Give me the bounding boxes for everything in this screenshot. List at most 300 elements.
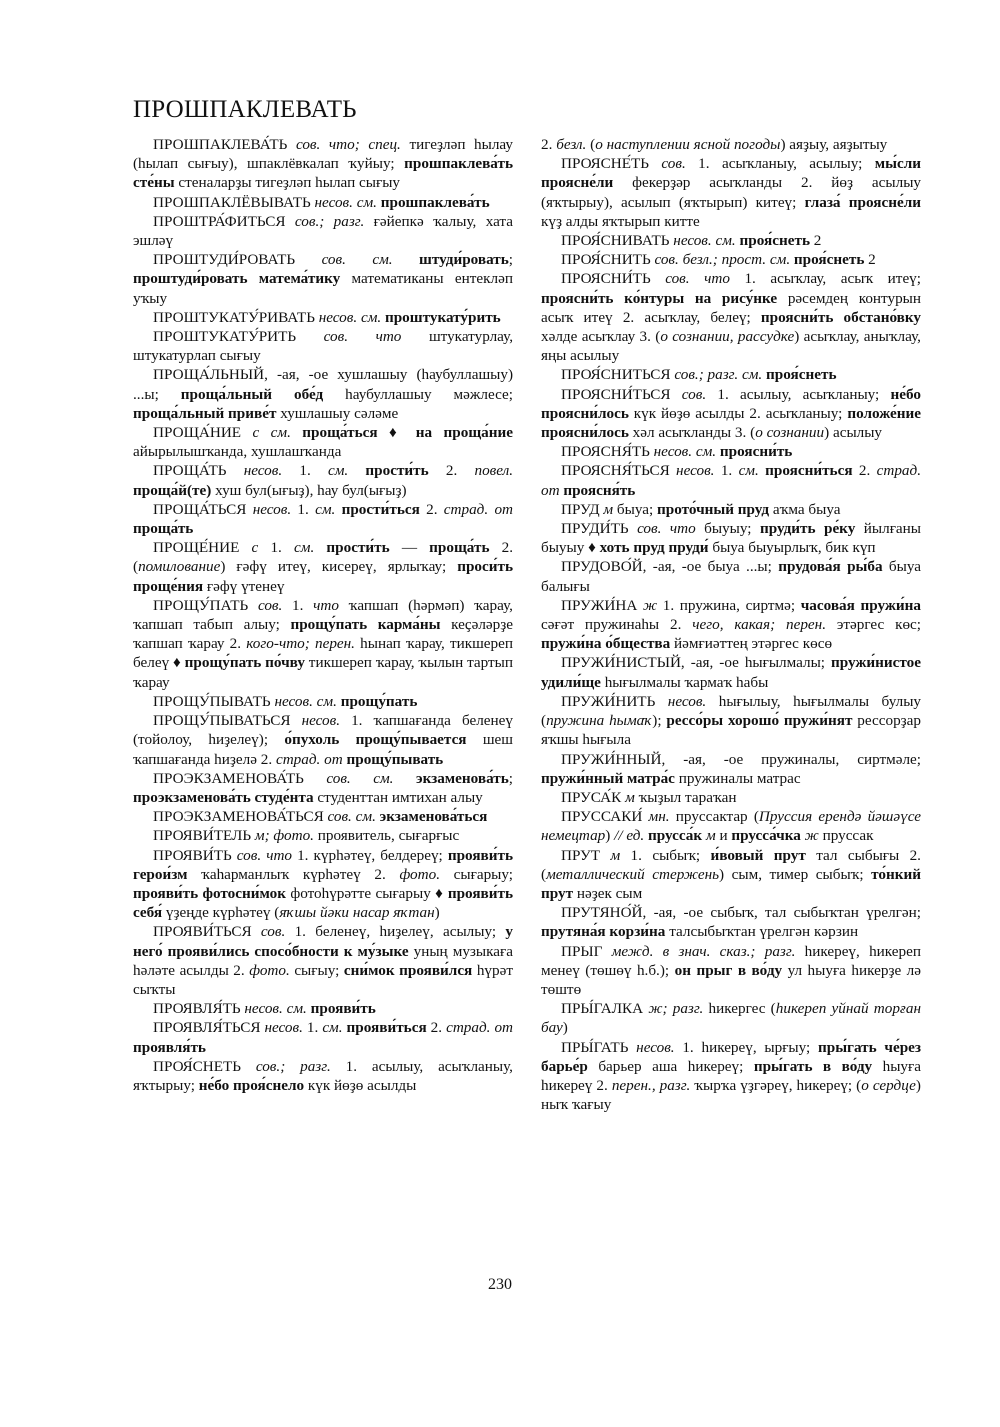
grammar-label: м <box>600 846 621 864</box>
headword: ПРОШТУДИ́РОВАТЬ <box>153 251 296 269</box>
dictionary-entry <box>133 807 513 826</box>
example-phrase: экзаменова́ть <box>393 769 509 787</box>
dictionary-entry <box>541 1038 921 1115</box>
dictionary-entry <box>541 596 921 654</box>
example-phrase: прошпаклева́ть <box>376 193 490 211</box>
example-phrase: прощу́пать <box>336 692 418 710</box>
translation-text: 2. <box>419 500 444 518</box>
translation-text: ҡаһарманлыҡ күрһәтеү 2. <box>187 865 400 883</box>
headword: ПРОЯВИ́ТЬСЯ <box>153 923 252 941</box>
example-phrase: проясни́ть ко́нтуры на рису́нке <box>541 289 778 307</box>
dictionary-entry <box>133 327 513 365</box>
headword: ПРУЖИ́ННЫЙ <box>561 750 662 768</box>
headword: ПРОЩА́ЛЬНЫЙ <box>153 366 265 384</box>
translation-text: , -ая, -ое пружиналы, сиртмәле; <box>661 750 921 768</box>
grammar-label: сов. см. <box>303 769 394 787</box>
grammar-label: сов. что <box>296 328 402 346</box>
dictionary-entry <box>133 692 513 711</box>
headword: ПРОЩА́НИЕ <box>153 424 242 442</box>
dictionary-entry <box>541 692 921 750</box>
translation-text: аҡма быуа <box>769 500 841 518</box>
grammar-label: сов. <box>248 596 283 614</box>
headword: ПРУСА́К <box>561 788 622 806</box>
translation-text: һынап ҡарау, тикшереп белеү ♦ <box>133 635 514 672</box>
dictionary-entry <box>541 999 921 1037</box>
translation-text: фотоһүрәтте сығарыу ♦ <box>286 884 448 902</box>
example-phrase: прошпаклева́ть сте́ны <box>133 155 513 192</box>
dictionary-entry <box>541 653 921 691</box>
example-phrase: положе́ние проясни́лось <box>541 404 921 442</box>
translation-text: тал сыбығы 2. ( <box>541 846 921 883</box>
example-phrase: прости́ть <box>314 539 390 557</box>
translation-text: үҙеңде күрһәтеү ( <box>162 904 280 922</box>
headword: ПРОЩУ́ПЫВАТЬСЯ <box>153 712 291 730</box>
grammar-label: несов. <box>655 692 707 710</box>
dictionary-entry <box>133 500 513 538</box>
dictionary-entry <box>541 903 921 941</box>
headword: ПРОШТУКАТУ́РИТЬ <box>153 328 297 346</box>
translation-text: 1. асыҡланыу, асылыу; <box>685 155 875 173</box>
translation-text: һығылмалы ҡармаҡ һабы <box>600 673 769 691</box>
example-phrase: проя́снеть <box>790 251 865 269</box>
dictionary-entry <box>541 750 921 788</box>
dictionary-entry <box>541 154 921 231</box>
dictionary-entry <box>133 596 513 692</box>
headword: ПРУТ <box>561 846 601 864</box>
grammar-label: см. <box>294 539 315 557</box>
example-phrase: прояви́ть себя́ <box>133 884 513 922</box>
page-number: 230 <box>488 1276 512 1293</box>
example-phrase: проявля́ть <box>133 1038 206 1056</box>
translation-text: — <box>389 539 430 557</box>
example-phrase: проясни́ться <box>758 462 853 480</box>
translation-text: 2. <box>428 462 475 480</box>
translation-text: һүрәт сыҡты <box>133 961 513 998</box>
headword: ПРОЩУ́ПЫВАТЬ <box>153 692 271 710</box>
dictionary-entry <box>541 231 921 250</box>
grammar-label: несов. см. <box>314 308 382 326</box>
headword: ПРУТЯНО́Й <box>561 904 643 922</box>
grammar-label: страд. от <box>446 1019 514 1037</box>
grammar-label: м; фото. <box>251 827 314 845</box>
translation-text: ғәйепкә ҡалыу, хата эшләү <box>133 212 513 250</box>
headword: ПРЫГ <box>561 942 603 960</box>
right-column <box>541 135 921 1114</box>
grammar-label: межд. в знач. сказ.; разг. <box>602 942 796 960</box>
translation-text: хуш бул(ығыҙ), һау бул(ығыҙ) <box>211 481 407 499</box>
dictionary-entry <box>133 922 513 999</box>
translation-text: күк йөҙө асылды <box>304 1076 417 1094</box>
example-phrase: часова́я пружи́на <box>800 596 922 614</box>
left-column <box>133 135 513 1095</box>
grammar-label: несов. <box>628 1038 675 1056</box>
translation-text: ); <box>652 712 667 730</box>
translation-text: , -ая, -ое хушлашыу (һаубуллашыу) ...ы; <box>133 366 513 403</box>
translation-text: ) ныҡ ҡағыу <box>541 1076 921 1114</box>
grammar-label: яҡшы йәки насар яҡтан <box>279 904 435 922</box>
translation-text: күҙ алды яҡтырып китте <box>541 212 700 230</box>
dictionary-entry <box>541 461 921 499</box>
example-phrase: не́бо проясни́лось <box>541 385 921 422</box>
headword: ПРОЯВИ́ТЕЛЬ <box>153 827 252 845</box>
headword: ПРОЩЕ́НИЕ <box>153 539 240 557</box>
translation-text: , -ая, -ое сыбыҡ, тал сыбыҡтан үрелгән; <box>642 904 921 922</box>
grammar-label: пружина һымаҡ <box>546 712 653 730</box>
translation-text: ) асыҡлау, аныҡлау, яңы асылыу <box>541 328 921 365</box>
dictionary-entry <box>133 423 513 461</box>
headword: ПРОЯВЛЯ́ТЬСЯ <box>153 1019 261 1037</box>
grammar-label: ж <box>800 827 819 845</box>
example-phrase: прутяна́я корзи́на <box>541 923 666 941</box>
translation-text: 1. <box>302 1019 323 1037</box>
dictionary-entry <box>133 365 513 423</box>
example-phrase: у него́ прояви́лись спосо́бности к му́зыке <box>133 923 513 960</box>
headword: ПРОЯСНЯ́ТЬСЯ <box>561 462 670 480</box>
dictionary-entry <box>133 461 513 499</box>
dictionary-entry <box>133 1018 513 1056</box>
example-phrase: проси́ть проще́ния <box>133 558 513 595</box>
headword: ПРОЩА́ТЬ <box>153 462 227 480</box>
grammar-label: что <box>313 596 339 614</box>
dictionary-entry <box>133 999 513 1018</box>
translation-text: 1. сыбыҡ; <box>620 846 711 864</box>
translation-text: ; <box>508 251 513 269</box>
grammar-label: несов. см. <box>649 443 717 461</box>
grammar-label: сов. что <box>231 846 293 864</box>
grammar-label: несов. см. <box>270 692 337 710</box>
translation-text: шеш ҡапшағанда һиҙелә 2. <box>133 731 513 768</box>
grammar-label: см. <box>322 1019 343 1037</box>
translation-text: студенттан имтихан алыу <box>313 788 483 806</box>
example-phrase: проштукату́рить <box>381 308 501 326</box>
example-phrase: хоть пруд пруди́ <box>599 539 709 557</box>
example-phrase: рессо́ры хорошо́ пружи́нят <box>666 712 853 730</box>
translation-text: һикереү, һикереп менеү (төшөү һ.б.); <box>541 942 922 979</box>
example-phrase: глаза́ проясне́ли <box>804 193 921 211</box>
dictionary-entry <box>133 769 513 807</box>
example-phrase: проща́ться ♦ на проща́ние <box>290 424 513 442</box>
dictionary-entry <box>133 826 513 845</box>
translation-text: талсыбыҡтан үрелгән кәрзин <box>665 923 859 941</box>
grammar-label: безл. <box>556 136 587 153</box>
translation-text: ул һыуға һикерҙе лә төштө <box>541 961 921 998</box>
headword: ПРОШТРА́ФИТЬСЯ <box>153 212 286 230</box>
grammar-label: фото. <box>249 961 290 979</box>
translation-text: нәҙек сым <box>573 884 643 902</box>
translation-text: ) <box>434 904 440 922</box>
grammar-label: м <box>621 788 635 806</box>
translation-text: ) ғәфү итеү, кисереү, ярлыҡау; <box>220 558 458 576</box>
grammar-label: сов. что; спец. <box>287 136 401 153</box>
example-phrase: прояви́ть герои́зм <box>133 846 514 883</box>
dictionary-entry <box>541 807 921 845</box>
dictionary-entry <box>133 846 513 923</box>
grammar-label: несов. <box>669 462 715 480</box>
headword: ПРОЯСНЯ́ТЬ <box>561 443 650 461</box>
headword: ПРУЖИ́НИСТЫЙ <box>561 654 681 672</box>
example-phrase: прудова́я ры́ба <box>778 558 883 576</box>
grammar-label: повел. <box>474 462 514 480</box>
translation-text: проявитель, сығарғыс <box>313 827 460 845</box>
example-phrase: штуди́ровать <box>392 251 509 269</box>
example-phrase: прусса́к <box>644 827 703 845</box>
grammar-label: сов.; разг. <box>285 212 365 230</box>
headword: ПРОЯВИ́ТЬ <box>153 846 232 864</box>
translation-text: ; <box>508 769 513 787</box>
grammar-label: сов. <box>670 385 707 403</box>
headword: ПРУЖИ́НА <box>561 596 638 614</box>
translation-text: стеналарҙы тигеҙләп һылап сығыу <box>174 174 400 192</box>
dictionary-entry <box>541 519 921 557</box>
example-phrase: прояви́ться <box>342 1019 427 1037</box>
headword: ПРОШПАКЛЕВА́ТЬ <box>153 136 288 153</box>
translation-text: штукатурлау, штукатурлап сығыу <box>133 328 514 365</box>
translation-text: уның музыкаға һәләте асылды 2. <box>133 942 513 979</box>
example-phrase: прусса́чка <box>731 827 801 845</box>
dictionary-entry <box>541 500 921 519</box>
translation-text: , -ая, -ое быуа ...ы; <box>642 558 779 576</box>
translation-text: ) <box>605 827 615 845</box>
example-phrase: сни́мок прояви́лся <box>343 961 473 979</box>
headword: ПРОЯСНИ́ТЬ <box>561 270 651 288</box>
grammar-label: сов. что <box>650 270 730 288</box>
headword: ПРУДИ́ТЬ <box>561 520 629 538</box>
headword: ПРОЯСНИ́ТЬСЯ <box>561 385 671 403</box>
headword: ПРОЭКЗАМЕНОВА́ТЬ <box>153 769 304 787</box>
translation-text: сәғәт пружинаһы 2. <box>541 616 693 634</box>
grammar-label: сов.; разг. см. <box>670 366 763 384</box>
example-phrase: проя́снеть <box>762 366 837 384</box>
translation-text: ҡырҡа үҙгәреү, һикереү; ( <box>690 1076 862 1094</box>
dictionary-entry <box>133 711 513 769</box>
example-phrase: проща́ть <box>429 539 490 557</box>
grammar-label: помилование <box>138 558 221 576</box>
translation-text: 1. <box>282 462 328 480</box>
grammar-label: ж; разг. <box>643 1000 704 1018</box>
translation-text: 2 <box>809 232 822 250</box>
example-phrase: проща́льный приве́т <box>133 404 277 422</box>
translation-text: 1. пружина, сиртмә; <box>657 596 801 614</box>
grammar-label: с <box>239 539 259 557</box>
dictionary-entry <box>133 538 513 596</box>
example-phrase: прото́чный пруд <box>657 500 770 518</box>
translation-text: тигеҙләп һылау (һылап сығыу), шпаклёвкалап ҡуйыу; <box>133 136 513 173</box>
translation-text: күк йөҙө асылды 2. асыҡланыу; <box>628 404 848 422</box>
translation-text: йылғаны быуыу ♦ <box>541 520 921 557</box>
dictionary-entry <box>541 365 921 384</box>
headword: ПРОЭКЗАМЕНОВА́ТЬСЯ <box>153 808 324 826</box>
example-phrase: пружи́нный матра́с <box>541 769 675 787</box>
grammar-label: несов. <box>260 1019 303 1037</box>
example-phrase: прости́ть <box>348 462 429 480</box>
running-head: ПРОШПАКЛЕВАТЬ <box>133 96 357 123</box>
dictionary-entry <box>541 385 921 443</box>
example-phrase: прощу́пать по́чву <box>184 654 305 672</box>
translation-text: хәл асыҡланды 3. ( <box>628 424 756 442</box>
translation-text: һығылыу, һығылмалы булыу ( <box>541 692 922 730</box>
example-phrase: проясни́ть обстано́вку <box>760 308 922 326</box>
headword: ПРОЯ́СНИТЬСЯ <box>561 366 671 384</box>
example-phrase: проштуди́ровать матема́тику <box>133 270 341 288</box>
grammar-label: сов. см. <box>323 808 376 826</box>
example-phrase: пруди́ть ре́ку <box>759 520 856 538</box>
example-phrase: прощу́пывать <box>342 750 444 768</box>
grammar-label: несов. <box>246 500 292 518</box>
grammar-label: Пруссия ерендә йәшәүсе немецтар <box>541 808 922 845</box>
translation-text: 1. <box>714 462 739 480</box>
example-phrase: мы́сли проясне́ли <box>541 155 921 192</box>
translation-text: 1. <box>258 539 295 557</box>
translation-text: 1. <box>291 500 316 518</box>
example-phrase: проясня́ть <box>559 481 636 499</box>
translation-text: 1. асыҡлау, асыҡ итеү; <box>729 270 921 288</box>
translation-text: тикшереп ҡарау, ҡылын тартып ҡарау <box>133 654 514 691</box>
example-phrase: не́бо проя́снело <box>198 1076 305 1094</box>
dictionary-entry <box>541 557 921 595</box>
translation-text: пруссак <box>818 827 874 845</box>
grammar-label: сов. <box>251 923 286 941</box>
headword: ПРЫ́ГАЛКА <box>561 1000 644 1018</box>
example-phrase: то́нкий прут <box>541 865 921 902</box>
dictionary-entry <box>133 308 513 327</box>
translation-text: барьер аша һикереү; <box>587 1057 754 1075</box>
translation-text: быуа балығы <box>541 558 921 595</box>
example-phrase: прояви́ть фотосни́мок <box>133 884 286 902</box>
grammar-label: страд. от <box>275 750 343 768</box>
translation-text: этәргес көс; <box>826 616 922 634</box>
example-phrase: он прыг в во́ду <box>674 961 783 979</box>
headword: ПРОЯ́СНИВАТЬ <box>561 232 670 250</box>
example-phrase: проща́ть <box>133 520 194 538</box>
example-phrase: экзаменова́ться <box>375 808 488 826</box>
translation-text: ) аяҙыу, аяҙытыу <box>780 136 888 153</box>
headword: ПРОЯСНЕ́ТЬ <box>561 155 649 173</box>
grammar-label: см. <box>738 462 759 480</box>
dictionary-entry <box>541 846 921 904</box>
translation-text: ) асылыу <box>824 424 883 442</box>
translation-text: сығыу; <box>289 961 344 979</box>
translation-text: пруссактар ( <box>669 808 759 826</box>
translation-text: ) <box>562 1019 568 1037</box>
dictionary-entry <box>133 212 513 250</box>
grammar-label: о наступлении ясной погоды <box>595 136 781 153</box>
grammar-label: сов. что <box>628 520 696 538</box>
example-phrase: проя́снеть <box>735 232 810 250</box>
example-phrase: проща́льный обе́д <box>180 385 324 403</box>
example-phrase: пры́гать в во́ду <box>753 1057 873 1075</box>
translation-text: фекерҙәр асыҡланды 2. йөҙ асылыу (яҡтырыу), асылып (яҡтырып) китеү; <box>541 174 921 211</box>
grammar-label: несов. <box>226 462 283 480</box>
translation-text: айырылышҡанда, хушлашҡанда <box>133 443 342 461</box>
grammar-label: металлический стержень <box>546 865 720 883</box>
grammar-label: несов. см. <box>669 232 736 250</box>
example-phrase: пры́гать че́рез барье́р <box>541 1038 921 1075</box>
headword: ПРОЩУ́ПАТЬ <box>153 596 249 614</box>
translation-text: 2 <box>864 251 876 269</box>
headword: ПРОЩА́ТЬСЯ <box>153 500 247 518</box>
headword: ПРЫ́ГАТЬ <box>561 1038 629 1056</box>
example-phrase: прояви́ть <box>306 1000 376 1018</box>
example-phrase: и́вовый прут <box>710 846 806 864</box>
example-phrase: проясни́ть <box>716 443 793 461</box>
translation-text: хәлде асыҡлау 3. ( <box>541 328 661 346</box>
headword: ПРУССАКИ́ <box>561 808 643 826</box>
grammar-label: перен., разг. <box>611 1076 691 1094</box>
grammar-label: см. <box>315 500 336 518</box>
headword: ПРОШТУКАТУ́РИВАТЬ <box>153 308 315 326</box>
translation-text: быуа; <box>613 500 658 518</box>
grammar-label: // ед. <box>614 827 645 845</box>
headword: ПРОЯВЛЯ́ТЬ <box>153 1000 241 1018</box>
grammar-label: о сознании, рассудке <box>660 328 795 346</box>
grammar-label: мн. <box>642 808 670 826</box>
translation-text: 1. күрһәтеү, белдереү; <box>292 846 448 864</box>
dictionary-entry <box>541 269 921 365</box>
headword: ПРОШПАКЛЁВЫВАТЬ <box>153 193 311 211</box>
grammar-label: ж <box>637 596 658 614</box>
translation-text: һикергес ( <box>703 1000 776 1018</box>
dictionary-entry <box>133 1057 513 1095</box>
grammar-label: сов. <box>648 155 686 173</box>
translation-text: 2. <box>541 136 557 153</box>
grammar-label: һикереп уйнай торған бау <box>541 1000 921 1037</box>
grammar-label: сов. безл.; прост. см. <box>650 251 791 269</box>
translation-text: 1. ҡапшағанда беленеү (тойолоу, һиҙелеү); <box>133 712 514 749</box>
translation-text: хушлашыу сәләме <box>276 404 399 422</box>
translation-text: 1. асылыу, асыҡланыу; <box>706 385 891 403</box>
translation-text: ҡыҙыл тараҡан <box>634 788 737 806</box>
example-phrase: проэкзаменова́ть студе́нта <box>133 788 314 806</box>
grammar-label: с см. <box>241 424 291 442</box>
headword: ПРУЖИ́НИТЬ <box>561 692 656 710</box>
grammar-label: сов. см. <box>295 251 393 269</box>
translation-text: быуа быуырлыҡ, бик күп <box>708 539 876 557</box>
example-phrase: прости́ться <box>335 500 420 518</box>
dictionary-entry <box>541 135 921 154</box>
dictionary-entry <box>541 942 921 1000</box>
translation-text: һыуға һикереү 2. <box>541 1057 921 1094</box>
translation-text: 2. <box>426 1019 447 1037</box>
grammar-label: см. <box>327 462 349 480</box>
grammar-label: сов.; разг. <box>240 1057 331 1075</box>
translation-text: ( <box>586 136 596 153</box>
translation-text: йәмғиәттең этәргес көсө <box>670 635 833 653</box>
headword: ПРУД <box>561 500 600 518</box>
grammar-label: страд. от <box>541 462 922 499</box>
translation-text: быуыу; <box>695 520 760 538</box>
translation-text: 2. ( <box>133 539 514 576</box>
translation-text: математиканы ентекләп уҡыу <box>133 270 513 307</box>
example-phrase: пружи́нистое удили́ще <box>541 654 921 691</box>
headword: ПРУДОВО́Й <box>561 558 643 576</box>
dictionary-entry <box>133 193 513 212</box>
dictionary-entry <box>541 788 921 807</box>
dictionary-entry <box>133 250 513 308</box>
translation-text: ҡапшап (һәрмәп) ҡарау, ҡапшап табып алыу; <box>133 596 513 634</box>
headword: ПРОЯ́СНЕТЬ <box>153 1057 241 1075</box>
translation-text: 1. беленеү, һиҙелеү, асылыу; <box>285 923 506 941</box>
translation-text: ғәфү үтенеү <box>203 577 285 595</box>
translation-text: пружиналы матрас <box>674 769 801 787</box>
dictionary-entry <box>133 135 513 193</box>
translation-text: , -ая, -ое һығылмалы; <box>680 654 831 672</box>
translation-text: 2. <box>852 462 877 480</box>
translation-text: 1. асылыу, асыҡланыу, яҡтырыу; <box>133 1057 513 1094</box>
grammar-label: фото. <box>399 865 440 883</box>
headword: ПРОЯ́СНИТЬ <box>561 251 651 269</box>
example-phrase: прощу́пать карма́ны <box>290 616 441 634</box>
grammar-label: несов. <box>290 712 341 730</box>
